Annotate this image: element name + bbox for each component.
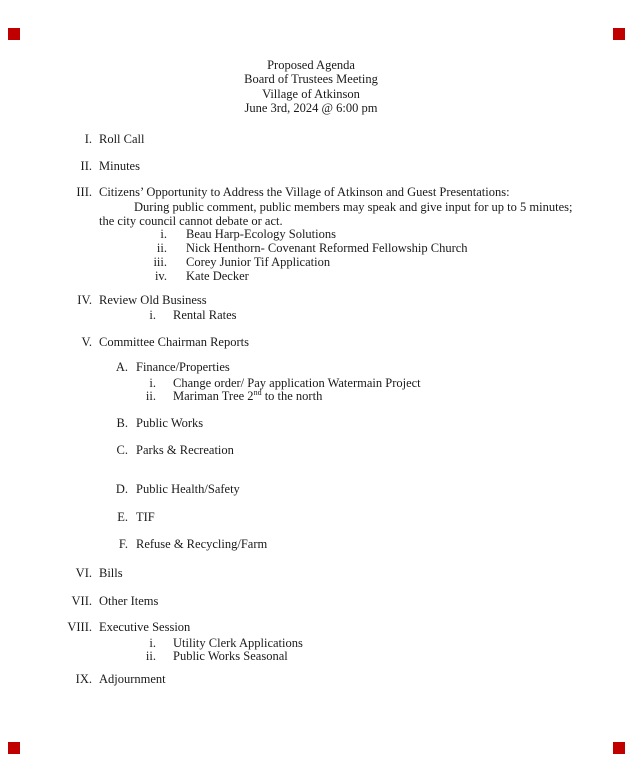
- item-label: Roll Call: [99, 132, 145, 146]
- item-label: Rental Rates: [173, 308, 237, 322]
- corner-marker-bottom-left: [8, 742, 20, 754]
- item-label: Executive Session: [99, 620, 191, 634]
- item-numeral: ii.: [145, 389, 156, 403]
- document-title: Proposed Agenda: [267, 57, 355, 72]
- item-label: Public Works Seasonal: [173, 649, 288, 663]
- ordinal-suffix: nd: [253, 387, 262, 397]
- item-label: [173, 387, 323, 403]
- label-text: to the north: [261, 389, 323, 403]
- item-numeral: i.: [160, 226, 167, 241]
- corner-marker-bottom-right: [613, 742, 625, 754]
- item-label: Utility Clerk Applications: [173, 635, 303, 650]
- item-numeral: E.: [117, 509, 128, 524]
- item-numeral: VI.: [75, 566, 92, 580]
- item-numeral: D.: [115, 482, 128, 496]
- item-numeral: B.: [116, 415, 128, 430]
- item-numeral: C.: [116, 443, 128, 457]
- document-title-block: [0, 58, 622, 116]
- item-label: Adjournment: [99, 672, 166, 686]
- item-numeral: ii.: [156, 240, 167, 255]
- label-text: Mariman Tree 2: [173, 389, 254, 403]
- item-label: Other Items: [99, 593, 159, 608]
- item-label: Public Health/Safety: [136, 482, 240, 496]
- item-numeral: IX.: [75, 672, 92, 686]
- item-label: Review Old Business: [99, 293, 207, 307]
- item-numeral: iv.: [154, 268, 167, 283]
- corner-marker-top-left: [8, 28, 20, 40]
- item-numeral: IV.: [77, 293, 92, 307]
- item-numeral: VII.: [71, 593, 92, 608]
- item-numeral: ii.: [145, 649, 156, 663]
- item-numeral: iii.: [153, 254, 167, 269]
- item-numeral: A.: [115, 360, 128, 374]
- item-numeral: I.: [84, 132, 92, 146]
- item-label: Citizens’ Opportunity to Address the Village of Atkinson and Guest Presentations:: [99, 185, 510, 199]
- meeting-datetime: June 3rd, 2024 @ 6:00 pm: [244, 101, 378, 115]
- meeting-name: Board of Trustees Meeting: [244, 72, 378, 86]
- item-numeral: i.: [149, 635, 156, 650]
- item-numeral: III.: [76, 185, 92, 199]
- item-label: Kate Decker: [186, 268, 249, 283]
- item-label: Refuse & Recycling/Farm: [136, 537, 268, 551]
- corner-marker-top-right: [613, 28, 625, 40]
- item-label: Committee Chairman Reports: [99, 334, 249, 349]
- item-label: Parks & Recreation: [136, 443, 234, 457]
- item-numeral: V.: [81, 334, 92, 349]
- item-label: Finance/Properties: [136, 360, 230, 374]
- organization-name: Village of Atkinson: [262, 86, 360, 101]
- item-numeral: VIII.: [67, 620, 92, 634]
- item-label: Public Works: [136, 415, 204, 430]
- item-numeral: i.: [149, 375, 156, 390]
- item-label: Change order/ Pay application Watermain Project: [173, 375, 421, 390]
- item-label: TIF: [136, 509, 155, 524]
- item-label: Bills: [99, 566, 123, 580]
- item-numeral: II.: [80, 159, 92, 173]
- note-text: During public comment, public members may speak and give input for up to 5 minutes;: [134, 200, 573, 214]
- item-numeral: F.: [118, 537, 128, 551]
- item-label: Corey Junior Tif Application: [186, 254, 331, 269]
- item-label: Beau Harp-Ecology Solutions: [186, 226, 336, 241]
- item-label: Nick Henthorn- Covenant Reformed Fellowship Church: [186, 240, 468, 255]
- item-numeral: i.: [149, 308, 156, 322]
- note-text: the city council cannot debate or act.: [99, 213, 283, 228]
- item-label: Minutes: [99, 159, 140, 173]
